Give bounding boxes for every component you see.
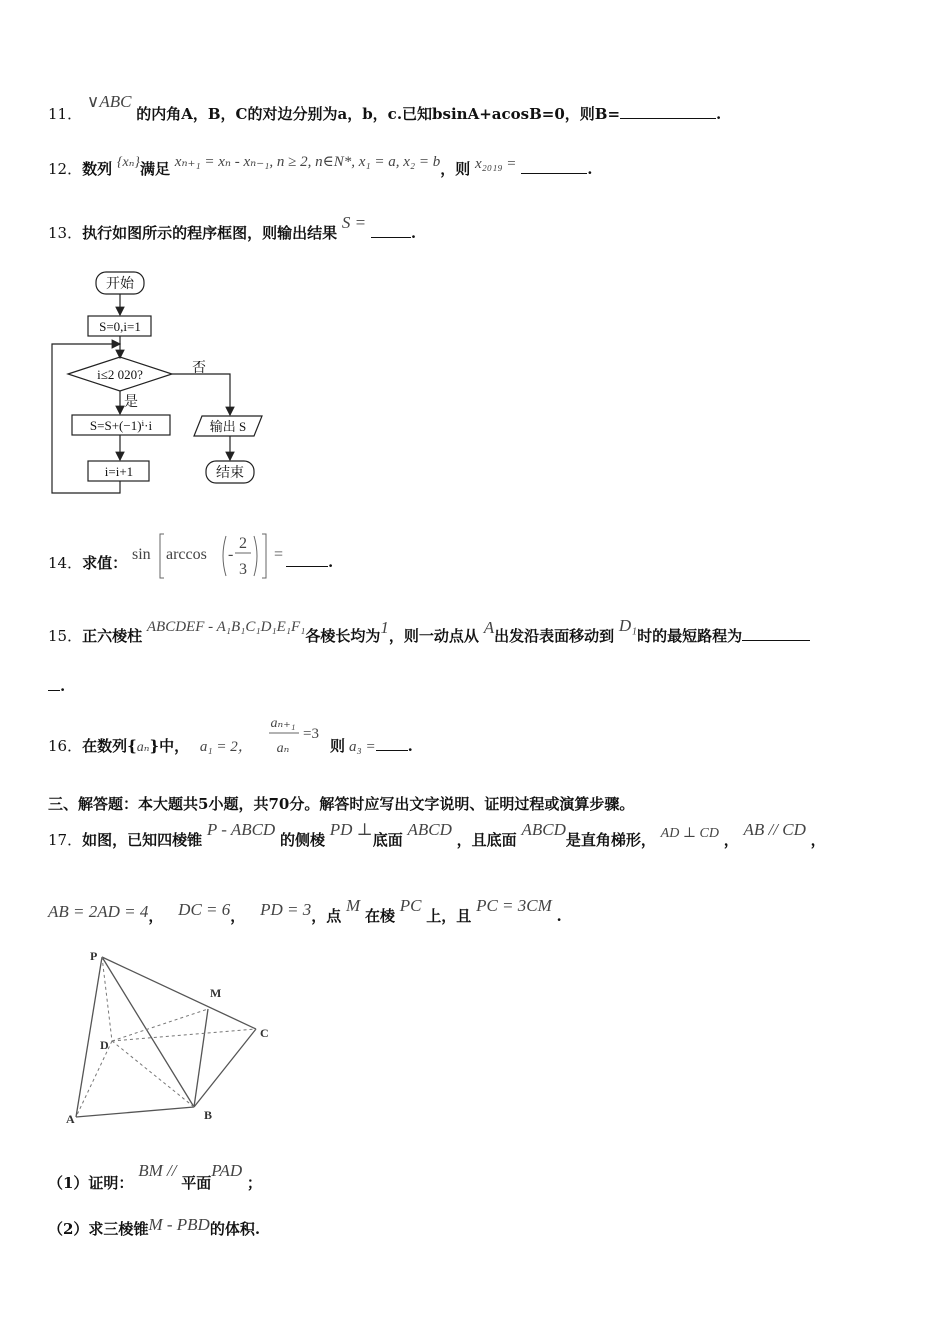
question-text: 的内角A，B，C的对边分别为a，b，c.已知bsinA+acosB=0，则B= [136,105,621,123]
ad-perp-cd: AD ⊥ CD [660,826,719,841]
question-text: 是直角梯形， [565,831,656,849]
question-text: 执行如图所示的程序框图，则输出结果 [82,224,338,242]
period: . [407,737,413,755]
question-text: }中， [149,737,190,755]
section-heading: 三、解答题：本大题共5小题，共70分。解答时应写出文字说明、证明过程或演算步骤。 [48,795,635,813]
condition-ab-ad: AB = 2AD = 4 [48,902,149,921]
period: . [60,677,66,695]
question-text: ，且底面 [456,831,517,849]
answer-blank[interactable] [742,626,810,641]
base-abcd: ABCD [521,820,566,839]
part-1 [48,1161,262,1193]
semicolon: ； [246,1174,262,1192]
question-text: 在棱 [364,907,395,925]
comma: ， [810,831,826,849]
question-text: 正六棱柱 [82,627,143,645]
pyramid-symbol: P - ABCD [206,820,276,839]
pd-perp: PD ⊥ [329,820,373,839]
question-15 [48,616,810,646]
bm-parallel: BM // [138,1161,177,1180]
flowchart [40,260,280,500]
question-text: 平面 [181,1174,212,1192]
question-text: 底面 [372,831,403,849]
answer-blank[interactable] [376,736,408,751]
period: . [556,907,562,925]
ab-parallel-cd: AB // CD [743,820,806,839]
period: . [587,160,593,178]
question-text: 如图，已知四棱锥 [82,831,203,849]
triangle-symbol: ∨ABC [86,92,132,111]
question-text: 的侧棱 [280,831,326,849]
plane-pad: PAD [211,1161,243,1180]
question-text: 求值： [82,554,128,572]
svg-text:arccos: arccos [166,546,207,563]
label-a: A [66,1112,75,1126]
comma: ， [148,907,164,925]
question-number: 17． [48,831,83,849]
prism-symbol: ABCDEF - A₁B₁C₁D₁E₁F₁ [146,619,306,635]
question-text: 各棱长均为 [305,627,381,645]
svg-text:=: = [274,546,284,563]
output-variable: S = [341,213,367,232]
point-d1: D₁ [618,616,638,635]
period: . [328,553,334,571]
no-label: 否 [192,361,206,376]
condition-label: i≤2 020? [97,367,143,382]
question-14 [48,552,127,573]
question-text: 上，且 [426,907,472,925]
point-m: M [346,896,361,915]
yes-label: 是 [124,395,138,410]
question-number: 13． [48,224,83,242]
question-17 [48,820,826,850]
label-c: C [260,1026,269,1040]
sequence-symbol: {xₙ} [116,155,140,170]
edge-pc: PC [399,896,422,915]
period: . [410,224,417,242]
label-p: P [90,949,98,963]
question-12 [48,154,593,179]
question-number: 16． [48,737,83,755]
update-s-label: S=S+(−1)ⁱ·i [89,418,153,433]
part-label: （1）证明： [48,1174,134,1192]
question-text: 在数列{ [82,737,137,755]
start-label: 开始 [106,277,134,292]
question-text: ，则一动点从 [388,627,479,645]
fraction-numerator: 2 [239,535,247,552]
question-16 [48,735,253,756]
recurrence-formula: xₙ₊₁ = xₙ - xₙ₋₁, n ≥ 2, n∈N*, x₁ = a, x₂ = b [174,154,441,170]
ratio-formula [266,708,330,758]
label-d: D [100,1038,109,1052]
tetrahedron-symbol: M - PBD [148,1215,210,1234]
output-label: 输出 S [209,419,247,434]
ratio-denominator: aₙ [276,741,290,756]
question-text: 数列 [82,160,113,178]
init-label: S=0,i=1 [99,319,141,334]
question-17-conditions [48,896,562,926]
fraction-denominator: 3 [239,561,247,578]
question-text: 的体积. [209,1220,261,1238]
question-13 [48,213,417,243]
target-term: x₂₀₁₉ = [475,156,517,172]
answer-blank-cont [48,676,60,691]
comma: ， [230,907,246,925]
question-text: ，点 [311,907,342,925]
question-text: 出发沿表面移动到 [494,627,615,645]
condition-pc-cm: PC = 3CM [476,896,552,915]
point-a: A [483,618,495,637]
sequence-term: aₙ [136,740,150,755]
answer-blank[interactable] [620,104,716,119]
condition-pd: PD = 3 [260,900,312,919]
svg-text:sin: sin [132,546,151,563]
pyramid-figure [60,945,290,1130]
answer-blank[interactable] [286,552,328,567]
question-16-tail [330,735,413,756]
condition-dc: DC = 6 [178,900,231,919]
ratio-value: =3 [303,726,319,742]
label-b: B [204,1108,213,1122]
question-text: 则 [330,737,346,755]
part-2 [48,1215,261,1239]
base-abcd: ABCD [407,820,452,839]
answer-blank[interactable] [521,159,587,174]
formula-sin-arccos [128,528,298,580]
question-text: 满足 [139,160,170,178]
period: . [716,105,722,123]
question-number: 15． [48,627,83,645]
part-label: （2）求三棱锥 [48,1220,149,1238]
svg-text:-: - [228,546,234,563]
comma: ， [723,831,739,849]
question-number: 14． [48,554,83,572]
question-15-continuation [48,676,65,695]
answer-blank[interactable] [371,223,411,238]
question-number: 11． [48,105,83,123]
question-11 [48,92,722,124]
question-number: 12． [48,160,83,178]
question-text: 时的最短路程为 [637,627,743,645]
edge-length: 1 [380,618,389,637]
target-term: a₃ = [349,739,376,755]
ratio-numerator: aₙ₊₁ [270,716,296,731]
initial-term: a₁ = 2， [199,739,253,755]
end-label: 结束 [216,466,244,481]
q14-answer [286,552,333,571]
label-m: M [210,986,222,1000]
question-text: ，则 [440,160,471,178]
update-i-label: i=i+1 [104,464,134,479]
